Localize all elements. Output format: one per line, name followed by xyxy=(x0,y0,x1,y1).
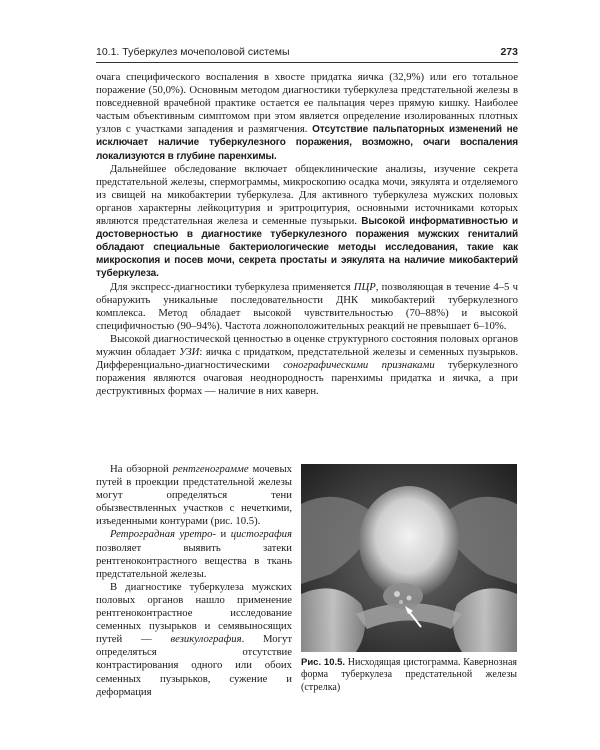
paragraph-4: Высокой диагностической ценностью в оценке структурного состояния половых органов мужчин обладает УЗИ: яичка с придатком, предстательной железы и семенных пузырьков. Дифференциально-диагностическими сонографическими признаками туберкулезного поражения являются очаговая неоднородность паренхимы придатка и яичка, а при деструктивных формах — наличие в них каверн. xyxy=(96,332,518,398)
emphasis-text: Высокой информативностью и достоверностью в диагностике туберкулезного поражения мужских гениталий обладают специальные бактериологические методы исследования, такие как микроскопия и посев мочи, секрета простаты и эякулята на наличие микобактерий туберкулеза. xyxy=(96,216,518,280)
paragraph-5: На обзорной рентгенограмме мочевых путей в проекции предстательной железы могут определяться тени обызвествленных участков с нечеткими, изъеденными контурами (рис. 10.5). xyxy=(96,463,292,528)
xray-drawing xyxy=(301,464,517,652)
contrast-bladder xyxy=(359,486,459,598)
cystogram-xray-image xyxy=(301,464,517,652)
section-title: 10.1. Туберкулез мочеполовой системы xyxy=(96,46,290,58)
paragraph-3: Для экспресс-диагностики туберкулеза применяется ПЦР, позволяющая в течение 4–5 ч обнаружить уникальные последовательности ДНК микобактерий туберкулезного комплекса. Метод обладает высокой чувствительностью (70–88%) и высокой специфичностью (90–94%). Частота ложноположительных реакций не превышает 6–10%. xyxy=(96,280,518,332)
wrapped-text xyxy=(96,463,292,699)
paragraph-7: В диагностике туберкулеза мужских половых органов нашло применение рентгеноконтрастное исследование семенных пузырьков и семявыносящих путей — везикулография. Могут определяться отсутствие контрастирования одного или обоих семенных пузырьков, сужение и деформация xyxy=(96,580,292,698)
paragraph-2: Дальнейшее обследование включает общеклинические анализы, изучение секрета предстательной железы, спермограммы, микроскопию осадка мочи, эякулята и отделяемого из свищей на микобактерии туберкулеза. Для активного туберкулеза мужских половых органов характерны лейкоцитурия и эритроцитурия, основными источниками которых являются предстательная железа и семенные пузырьки. Высокой информативностью и достоверностью в диагностике туберкулезного поражения мужских гениталий обладают специальные бактериологические методы исследования, такие как микроскопия и посев мочи, секрета простаты и эякулята на наличие микобактерий туберкулеза. xyxy=(96,162,518,280)
running-header xyxy=(96,44,518,62)
header-rule xyxy=(96,62,518,63)
caption-text: Нисходящая цистограмма. Кавернозная форма туберкулеза предстательной железы (стрелка) xyxy=(301,657,517,693)
prostate-contrast-spot xyxy=(383,583,423,609)
main-text xyxy=(96,71,518,398)
paragraph-1: очага специфического воспаления в хвосте придатка яичка (32,9%) или его тотальное поражение (50,0%). Основным методом диагностики туберкулеза предстательной железы в повседневной врачебной практике остается ее пальпация через прямую кишку. Наиболее частым объективным симптомом при этом является определение изолированных плотных узлов с участками западения и размягчения. Отсутствие пальпаторных изменений не исключает наличие туберкулезного поражения, возможно, очаги воспаления локализуются в глубине паренхимы. xyxy=(96,71,518,162)
figure-caption xyxy=(301,657,517,694)
figure-label: Рис. 10.5. xyxy=(301,657,346,668)
paragraph-6: Ретроградная уретро- и цистография позволяет выявить затеки рентгеноконтрастного вещества в ткань предстательной железы. xyxy=(96,528,292,580)
page-number: 273 xyxy=(500,46,518,58)
emphasis-text: Отсутствие пальпаторных изменений не исключает наличие туберкулезного поражения, возможно, очаги воспаления локализуются в глубине паренхимы. xyxy=(96,124,518,162)
